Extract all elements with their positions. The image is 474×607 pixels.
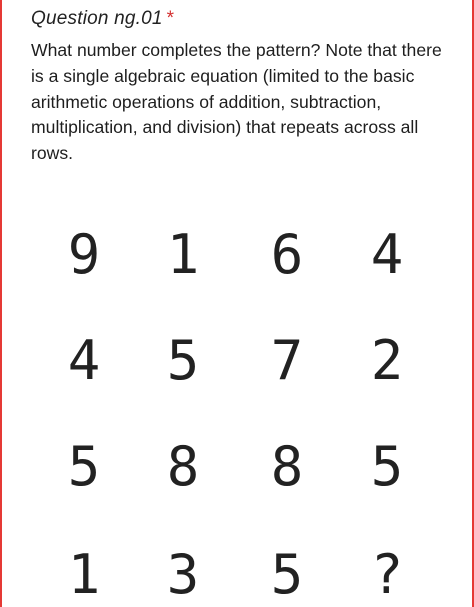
grid-cell-r4-c2: 3 bbox=[166, 543, 200, 606]
question-title-text: Question ng.01 bbox=[31, 8, 163, 29]
grid-cell-r1-c2: 1 bbox=[166, 223, 200, 286]
grid-cell-r4-c3: 5 bbox=[270, 543, 304, 606]
grid-cell-r2-c2: 5 bbox=[166, 329, 200, 392]
grid-cell-r3-c2: 8 bbox=[166, 435, 200, 498]
grid-cell-r1-c4: 4 bbox=[370, 223, 404, 286]
grid-cell-r1-c3: 6 bbox=[270, 223, 304, 286]
grid-cell-r4-c1: 1 bbox=[67, 543, 101, 606]
required-marker: * bbox=[166, 8, 175, 29]
question-text: What number completes the pattern? Note that there is a single algebraic equation (limited to the basic arithmetic operations of addition, subtraction, multiplication, and division) that repeats across all rows. bbox=[31, 40, 442, 164]
grid-cell-r3-c1: 5 bbox=[67, 435, 101, 498]
grid-cell-r2-c3: 7 bbox=[270, 329, 304, 392]
grid-cell-r3-c3: 8 bbox=[270, 435, 304, 498]
grid-cell-r1-c1: 9 bbox=[67, 223, 101, 286]
grid-cell-r2-c4: 2 bbox=[370, 329, 404, 392]
unknown-answer-cell: ? bbox=[370, 543, 404, 606]
grid-cell-r2-c1: 4 bbox=[67, 329, 101, 392]
grid-cell-r3-c4: 5 bbox=[370, 435, 404, 498]
